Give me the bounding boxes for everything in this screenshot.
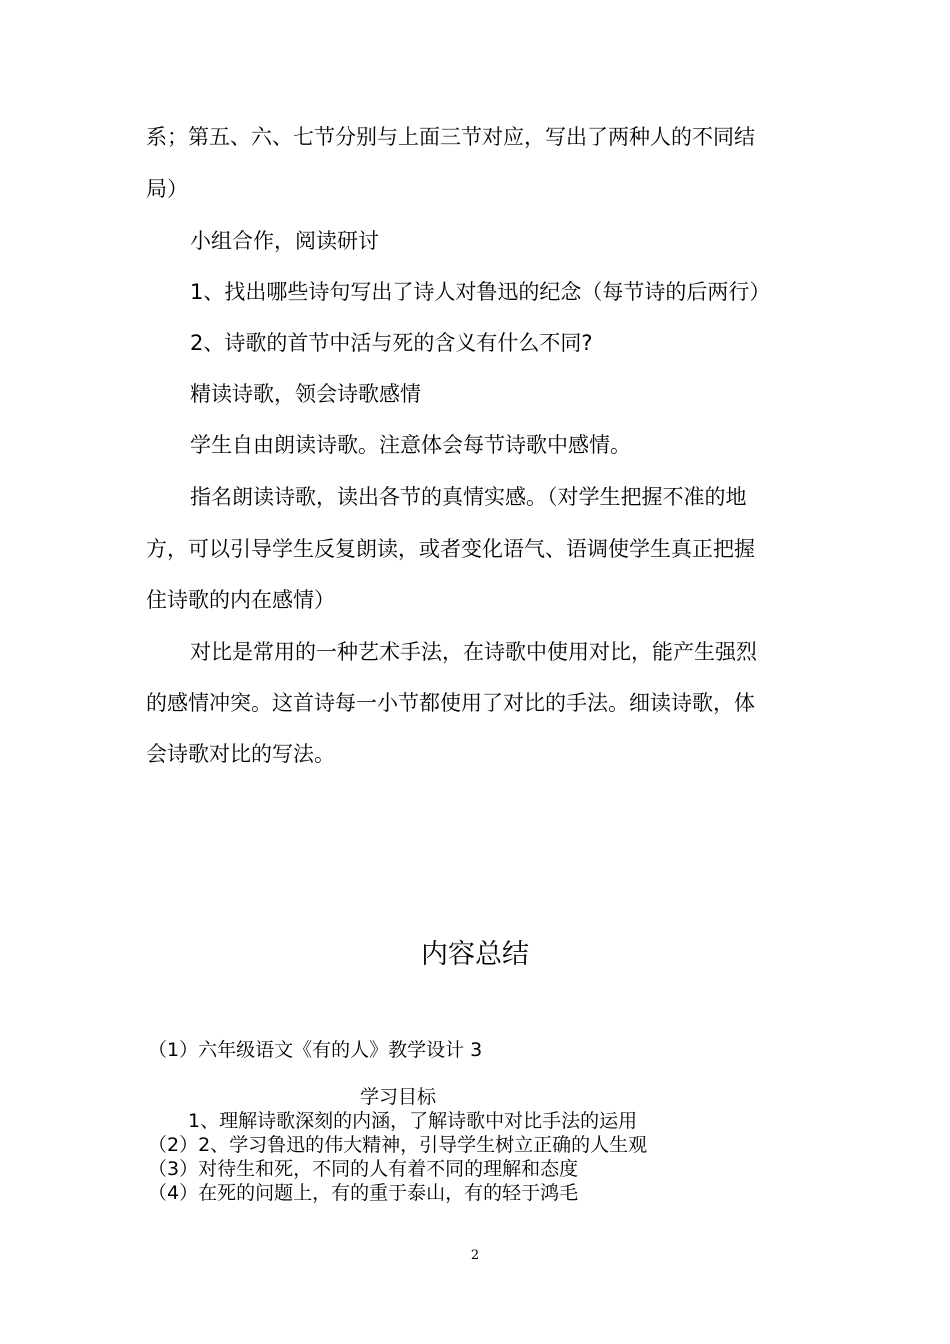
- question-1: 1、找出哪些诗句写出了诗人对鲁迅的纪念（每节诗的后两行）: [190, 280, 771, 304]
- body-line-11: 对比是常用的一种艺术手法，在诗歌中使用对比，能产生强烈: [190, 640, 757, 664]
- body-line-13: 会诗歌对比的写法。: [146, 742, 335, 766]
- summary-item-3: （3）对待生和死，不同的人有着不同的理解和态度: [148, 1158, 579, 1180]
- body-line-7: 学生自由朗读诗歌。注意体会每节诗歌中感情。: [190, 433, 631, 457]
- summary-item-4: （4）在死的问题上，有的重于泰山，有的轻于鸿毛: [148, 1182, 579, 1204]
- summary-title: 内容总结: [421, 939, 529, 970]
- body-line-1: 系；第五、六、七节分别与上面三节对应，写出了两种人的不同结: [146, 125, 755, 149]
- page-number: 2: [470, 1248, 480, 1263]
- body-line-10: 住诗歌的内在感情）: [146, 588, 335, 612]
- body-line-9: 方，可以引导学生反复朗读，或者变化语气、语调使学生真正把握: [146, 537, 755, 561]
- learning-goals-heading: 学习目标: [360, 1086, 437, 1108]
- body-line-2: 局）: [146, 177, 188, 201]
- body-line-8: 指名朗读诗歌，读出各节的真情实感。（对学生把握不准的地: [190, 485, 747, 509]
- summary-item-1: （1）六年级语文《有的人》教学设计 3: [148, 1039, 483, 1061]
- body-line-12: 的感情冲突。这首诗每一小节都使用了对比的手法。细读诗歌，体: [146, 691, 755, 715]
- summary-item-2: （2）2、学习鲁迅的伟大精神，引导学生树立正确的人生观: [148, 1134, 648, 1156]
- section-heading-close-reading: 精读诗歌，领会诗歌感情: [190, 382, 421, 406]
- learning-goal-1: 1、理解诗歌深刻的内涵，了解诗歌中对比手法的运用: [188, 1110, 638, 1132]
- question-2: 2、诗歌的首节中活与死的含义有什么不同?: [190, 331, 593, 355]
- section-heading-group-reading: 小组合作，阅读研讨: [190, 229, 379, 253]
